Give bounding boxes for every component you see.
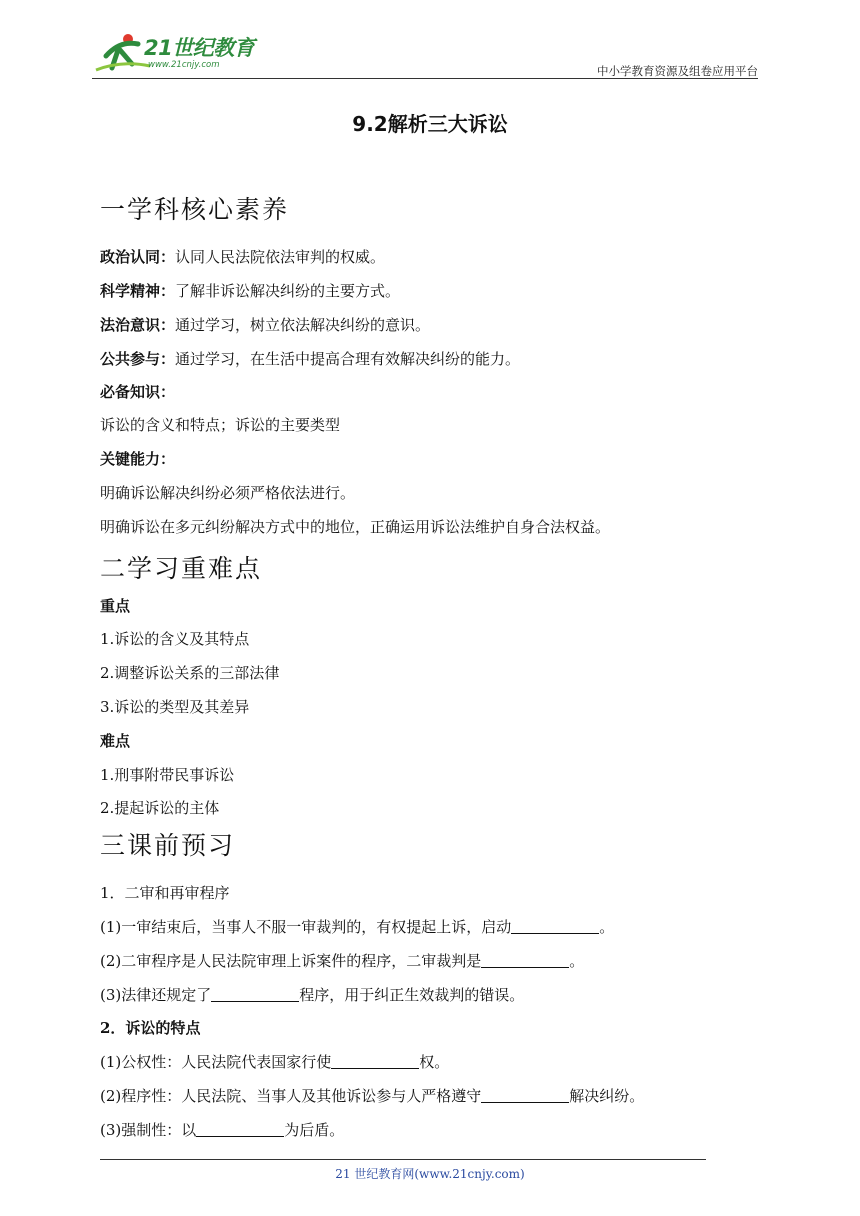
difficult-points-label: 难点 <box>100 732 131 750</box>
question-title: 1．二审和再审程序 <box>100 884 230 902</box>
page-header <box>92 30 758 80</box>
list-item: 2.调整诉讼关系的三部法律 <box>100 664 280 682</box>
runner-logo-icon <box>92 30 152 76</box>
list-item: 3.诉讼的类型及其差异 <box>100 698 250 716</box>
list-item <box>100 281 400 301</box>
list-item: 1.刑事附带民事诉讼 <box>100 766 235 784</box>
text: 。 <box>599 918 615 936</box>
list-item <box>100 349 520 369</box>
answer-blank <box>331 1053 419 1069</box>
answer-blank <box>511 918 599 934</box>
text: (2)程序性：人民法院、当事人及其他诉讼参与人严格遵守 <box>100 1087 482 1105</box>
list-item <box>100 315 430 335</box>
knowledge-text: 诉讼的含义和特点；诉讼的主要类型 <box>100 416 341 434</box>
logo <box>92 30 262 76</box>
fill-in-line <box>100 951 584 971</box>
logo-text: 21世纪教育 <box>144 36 255 60</box>
list-item: 1.诉讼的含义及其特点 <box>100 630 250 648</box>
item-text: 了解非诉讼解决纠纷的主要方式。 <box>175 282 401 300</box>
footer-divider <box>100 1159 706 1160</box>
fill-in-line <box>100 1086 644 1106</box>
item-label: 政治认同： <box>100 248 176 266</box>
answer-blank <box>481 952 569 968</box>
header-platform-text: 中小学教育资源及组卷应用平台 <box>597 64 758 78</box>
answer-blank <box>481 1087 569 1103</box>
text: 程序，用于纠正生效裁判的错误。 <box>299 986 525 1004</box>
fill-in-line <box>100 1052 449 1072</box>
ability-label: 关键能力： <box>100 450 176 468</box>
answer-blank <box>211 986 299 1002</box>
list-item: 2.提起诉讼的主体 <box>100 799 220 817</box>
section2-heading: 二学习重难点 <box>100 554 263 583</box>
page-title: 9.2解析三大诉讼 <box>352 112 508 136</box>
text: (1)公权性：人民法院代表国家行使 <box>100 1053 332 1071</box>
page-footer: 21 世纪教育网(www.21cnjy.com) <box>335 1167 525 1181</box>
ability-line: 明确诉讼解决纠纷必须严格依法进行。 <box>100 484 356 502</box>
item-text: 认同人民法院依法审判的权威。 <box>175 248 386 266</box>
text: 为后盾。 <box>284 1121 345 1139</box>
knowledge-label: 必备知识： <box>100 383 176 401</box>
question-title: 2．诉讼的特点 <box>100 1019 201 1037</box>
text: 权。 <box>419 1053 450 1071</box>
key-points-label: 重点 <box>100 597 131 615</box>
item-label: 科学精神： <box>100 282 176 300</box>
fill-in-line <box>100 985 524 1005</box>
section1-heading: 一学科核心素养 <box>100 195 290 224</box>
ability-line: 明确诉讼在多元纠纷解决方式中的地位，正确运用诉讼法维护自身合法权益。 <box>100 518 611 536</box>
text: 。 <box>569 952 585 970</box>
section3-heading: 三课前预习 <box>100 831 236 860</box>
item-text: 通过学习，树立依法解决纠纷的意识。 <box>175 316 431 334</box>
logo-url: www.21cnjy.com <box>148 60 220 70</box>
item-label: 公共参与： <box>100 350 176 368</box>
item-label: 法治意识： <box>100 316 176 334</box>
text: (3)强制性：以 <box>100 1121 197 1139</box>
answer-blank <box>196 1121 284 1137</box>
header-divider <box>92 78 758 79</box>
text: (1)一审结束后，当事人不服一审裁判的，有权提起上诉，启动 <box>100 918 512 936</box>
list-item <box>100 247 385 267</box>
text: 解决纠纷。 <box>569 1087 645 1105</box>
text: (3)法律还规定了 <box>100 986 212 1004</box>
fill-in-line <box>100 1120 344 1140</box>
item-text: 通过学习，在生活中提高合理有效解决纠纷的能力。 <box>175 350 521 368</box>
fill-in-line <box>100 917 614 937</box>
text: (2)二审程序是人民法院审理上诉案件的程序，二审裁判是 <box>100 952 482 970</box>
